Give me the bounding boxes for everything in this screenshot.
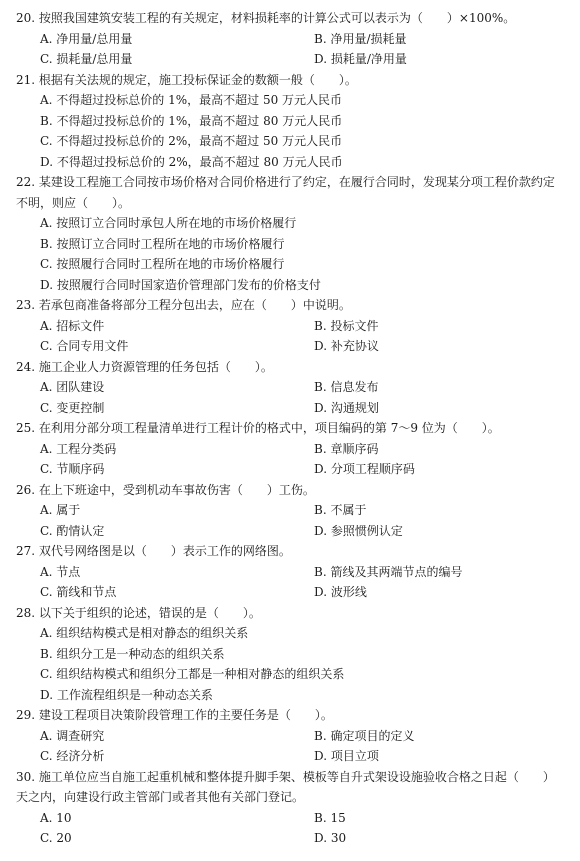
question-stem: 28. 以下关于组织的论述，错误的是（ ）。 [16, 605, 261, 620]
answer-option: A. 工程分类码 [40, 441, 117, 456]
question-stem: 25. 在利用分部分项工程量清单进行工程计价的格式中，项目编码的第 7～9 位为（ ）。 [16, 421, 500, 435]
question-item [16, 8, 564, 70]
question-item [16, 541, 564, 603]
answer-option: D. 项目立项 [314, 749, 379, 763]
option-row [16, 726, 564, 747]
option-row [16, 521, 564, 542]
option-row [16, 439, 564, 460]
answer-option: B. 按照订立合同时工程所在地的市场价格履行 [40, 236, 285, 251]
option-row [16, 316, 564, 337]
question-stem: 27. 双代号网络图是以（ ）表示工作的网络图。 [16, 544, 291, 558]
question-item [16, 172, 564, 295]
question-item [16, 70, 564, 173]
answer-option: C. 按照履行合同时工程所在地的市场价格履行 [40, 257, 285, 271]
answer-option: D. 沟通规划 [314, 400, 379, 415]
question-stem: 22. 某建设工程施工合同按市场价格对合同价格进行了约定，在履行合同时，发现某分项工程价款约定不明，则应（ ）。 [16, 175, 555, 210]
option-row [16, 746, 564, 767]
option-group [16, 439, 564, 480]
answer-option: D. 补充协议 [314, 339, 379, 353]
answer-option: C. 变更控制 [40, 400, 105, 415]
answer-option: D. 30 [314, 831, 347, 845]
option-row [16, 398, 564, 419]
question-stem: 24. 施工企业人力资源管理的任务包括（ ）。 [16, 359, 273, 374]
option-row [16, 562, 564, 583]
question-list [16, 8, 564, 849]
option-group [16, 29, 564, 70]
answer-option: A. 团队建设 [40, 380, 105, 394]
option-row [16, 49, 564, 70]
answer-option: D. 波形线 [314, 585, 367, 599]
question-stem: 21. 根据有关法规的规定，施工投标保证金的数额一般（ ）。 [16, 72, 357, 87]
question-stem: 30. 施工单位应当自施工起重机械和整体提升脚手架、模板等自升式架设设施验收合格之日起（ ）天之内，向建设行政主管部门或者其他有关部门登记。 [16, 769, 555, 804]
question-stem: 26. 在上下班途中，受到机动车事故伤害（ ）工伤。 [16, 482, 315, 497]
answer-option: A. 净用量/总用量 [40, 31, 133, 46]
answer-option: A. 招标文件 [40, 318, 105, 333]
answer-option: D. 参照惯例认定 [314, 523, 403, 538]
option-group [16, 562, 564, 603]
answer-option: B. 不得超过投标总价的 1%，最高不超过 80 万元人民币 [40, 113, 343, 128]
answer-option: B. 投标文件 [314, 318, 379, 333]
option-group [16, 377, 564, 418]
option-row [16, 336, 564, 357]
option-group [16, 213, 564, 295]
answer-option: A. 调查研究 [40, 728, 105, 743]
answer-option: C. 不得超过投标总价的 2%，最高不超过 50 万元人民币 [40, 134, 343, 148]
answer-option: A. 不得超过投标总价的 1%，最高不超过 50 万元人民币 [40, 93, 343, 107]
option-group [16, 726, 564, 767]
option-group [16, 90, 564, 172]
option-row [16, 828, 564, 849]
question-item [16, 418, 564, 480]
answer-option: C. 酌情认定 [40, 523, 105, 538]
option-group [16, 808, 564, 849]
option-group [16, 316, 564, 357]
question-stem: 29. 建设工程项目决策阶段管理工作的主要任务是（ ）。 [16, 708, 333, 722]
answer-option: C. 组织结构模式和组织分工都是一种相对静态的组织关系 [40, 667, 345, 681]
answer-option: A. 组织结构模式是相对静态的组织关系 [40, 626, 249, 640]
question-item [16, 705, 564, 767]
answer-option: A. 按照订立合同时承包人所在地的市场价格履行 [40, 216, 297, 230]
answer-option: D. 不得超过投标总价的 2%，最高不超过 80 万元人民币 [40, 154, 343, 169]
question-stem: 20. 按照我国建筑安装工程的有关规定，材料损耗率的计算公式可以表示为（ ）×100%。 [16, 11, 516, 25]
answer-option: B. 章顺序码 [314, 441, 379, 456]
answer-option: A. 属于 [40, 503, 81, 517]
answer-option: C. 合同专用文件 [40, 339, 129, 353]
question-stem: 23. 若承包商准备将部分工程分包出去，应在（ ）中说明。 [16, 298, 351, 312]
answer-option: A. 节点 [40, 564, 81, 579]
question-item [16, 357, 564, 419]
answer-option: D. 按照履行合同时国家造价管理部门发布的价格支付 [40, 277, 321, 292]
question-item [16, 603, 564, 706]
answer-option: D. 损耗量/净用量 [314, 52, 407, 66]
answer-option: C. 损耗量/总用量 [40, 52, 133, 66]
answer-option: B. 信息发布 [314, 380, 379, 394]
question-item [16, 767, 564, 849]
answer-option: B. 不属于 [314, 503, 367, 517]
option-row [16, 459, 564, 480]
answer-option: D. 工作流程组织是一种动态关系 [40, 687, 213, 702]
option-row [16, 582, 564, 603]
answer-option: A. 10 [40, 810, 72, 825]
answer-option: B. 组织分工是一种动态的组织关系 [40, 646, 225, 661]
answer-option: C. 箭线和节点 [40, 585, 117, 599]
answer-option: B. 箭线及其两端节点的编号 [314, 564, 463, 579]
answer-option: C. 节顺序码 [40, 462, 105, 476]
question-item [16, 480, 564, 542]
option-row [16, 500, 564, 521]
question-item [16, 295, 564, 357]
answer-option: B. 净用量/损耗量 [314, 31, 407, 46]
answer-option: D. 分项工程顺序码 [314, 462, 415, 476]
answer-option: C. 经济分析 [40, 749, 105, 763]
answer-option: B. 15 [314, 810, 346, 825]
option-row [16, 808, 564, 829]
answer-option: B. 确定项目的定义 [314, 728, 415, 743]
option-row [16, 29, 564, 50]
option-group [16, 500, 564, 541]
option-group [16, 623, 564, 705]
answer-option: C. 20 [40, 831, 72, 845]
option-row [16, 377, 564, 398]
